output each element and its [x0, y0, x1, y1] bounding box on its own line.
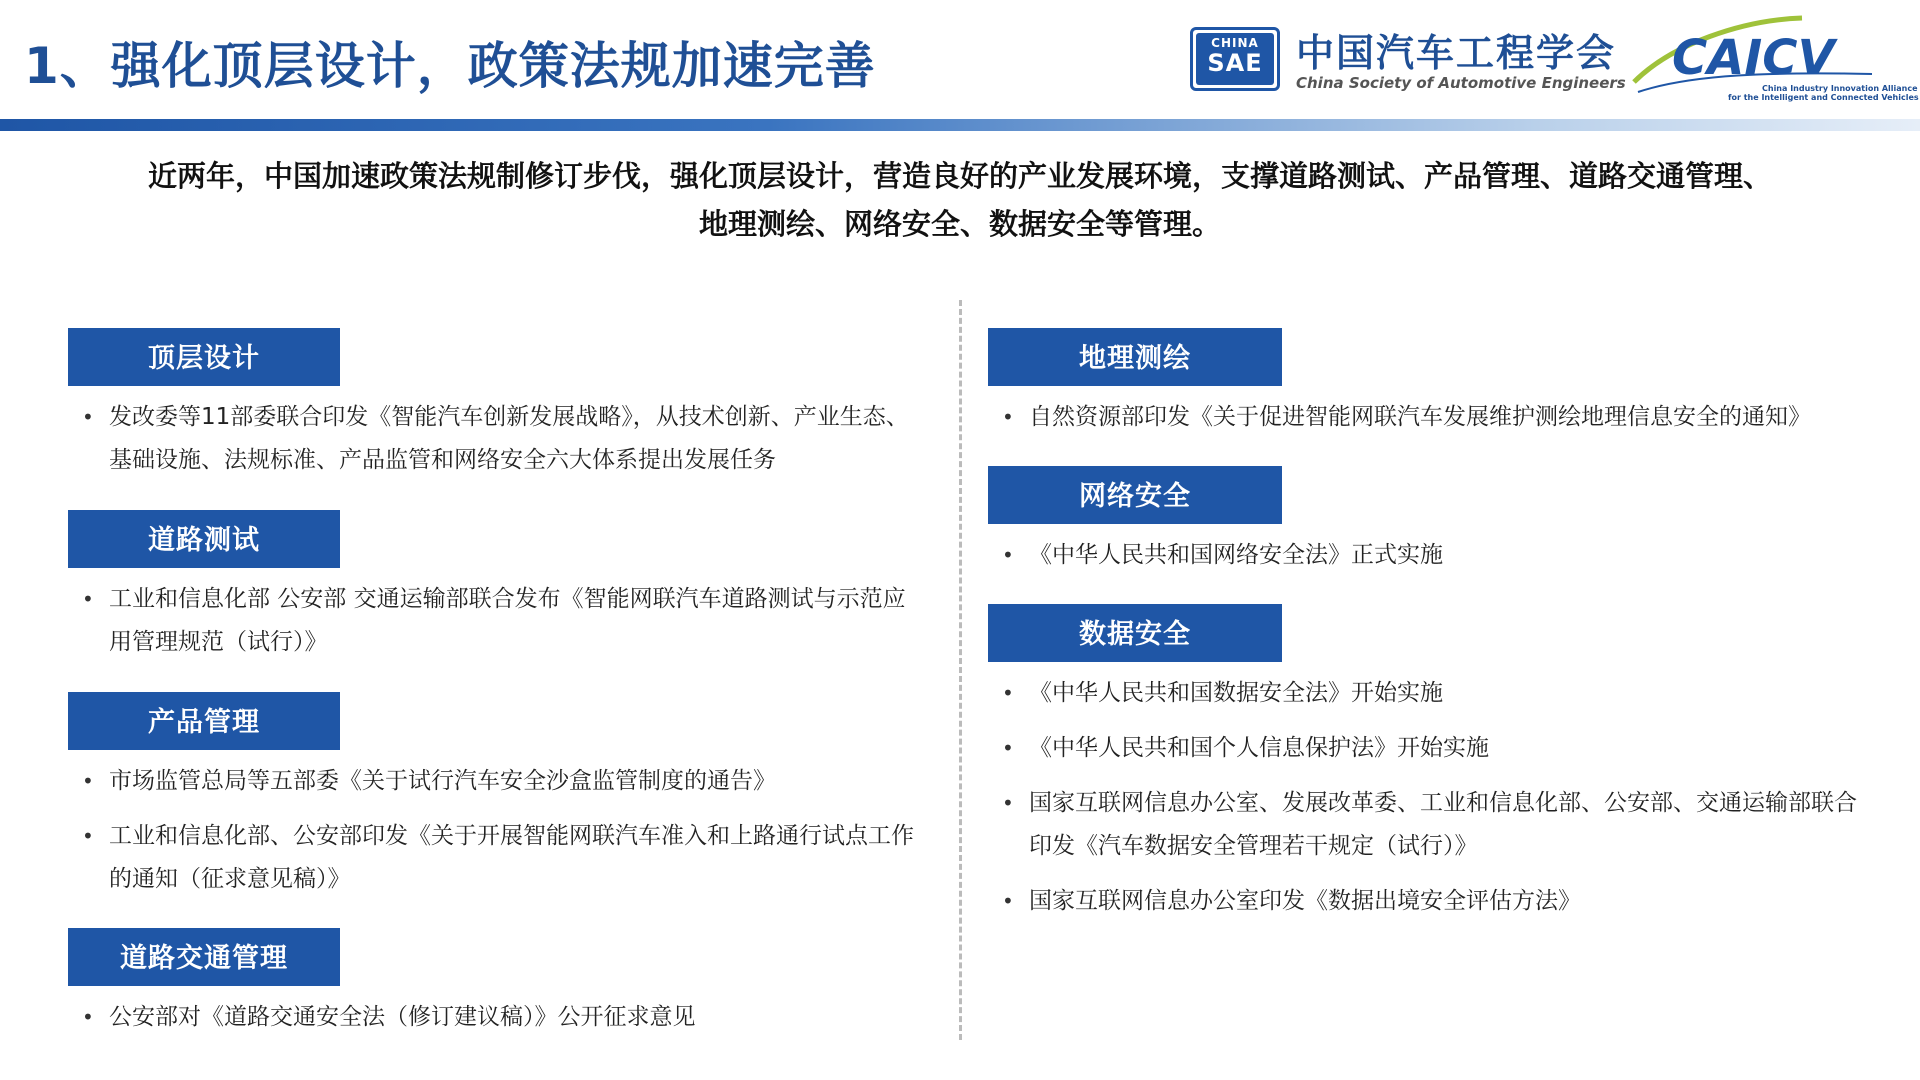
china-sae-logo: [1190, 27, 1280, 91]
society-name-english: China Society of Automotive Engineers: [1296, 74, 1626, 92]
intro-line-1: 近两年，中国加速政策法规制修订步伐，强化顶层设计，营造良好的产业发展环境，支撑道路测试、产品管理、道路交通管理、: [147, 159, 1772, 193]
bullet-list: [988, 396, 1868, 439]
list-item: [988, 672, 1868, 715]
column-divider: [959, 300, 962, 1040]
list-item-text: 《中华人民共和国网络安全法》正式实施: [1029, 542, 1443, 568]
bullet-icon: •: [1002, 736, 1014, 760]
section-header: 顶层设计: [68, 328, 340, 386]
bullet-list: [988, 672, 1868, 923]
sae-logo-bottom-text: SAE: [1207, 49, 1263, 77]
list-item: [68, 578, 928, 664]
section-header: 数据安全: [988, 604, 1282, 662]
list-item: [68, 396, 928, 482]
bullet-icon: •: [1002, 889, 1014, 913]
section-header: 产品管理: [68, 692, 340, 750]
list-item: [68, 760, 928, 803]
list-item-text: 国家互联网信息办公室、发展改革委、工业和信息化部、公安部、交通运输部联合印发《汽车数据安全管理若干规定（试行）》: [1029, 790, 1857, 859]
intro-line-2: 地理测绘、网络安全、数据安全等管理。: [698, 207, 1221, 241]
list-item-text: 《中华人民共和国个人信息保护法》开始实施: [1029, 735, 1489, 761]
intro-paragraph: [40, 152, 1880, 248]
bullet-list: [988, 534, 1868, 577]
section-road-traffic-management: [68, 928, 928, 1039]
bullet-icon: •: [82, 1005, 94, 1029]
bullet-icon: •: [1002, 543, 1014, 567]
list-item: [988, 880, 1868, 923]
bullet-icon: •: [1002, 405, 1014, 429]
section-road-testing: [68, 510, 928, 664]
list-item-text: 市场监管总局等五部委《关于试行汽车安全沙盒监管制度的通告》: [109, 768, 776, 794]
bullet-list: [68, 396, 928, 482]
section-geographic-surveying: [988, 328, 1868, 439]
list-item-text: 工业和信息化部、公安部印发《关于开展智能网联汽车准入和上路通行试点工作的通知（征求意见稿）》: [109, 823, 914, 892]
bullet-list: [68, 996, 928, 1039]
list-item-text: 国家互联网信息办公室印发《数据出境安全评估方法》: [1029, 888, 1581, 914]
page-title: 1、强化顶层设计，政策法规加速完善: [24, 37, 876, 95]
bullet-icon: •: [82, 824, 94, 848]
list-item: [68, 815, 928, 901]
list-item: [988, 534, 1868, 577]
bullet-icon: •: [1002, 791, 1014, 815]
bullet-icon: •: [82, 405, 94, 429]
section-data-security: [988, 604, 1868, 923]
list-item-text: 工业和信息化部 公安部 交通运输部联合发布《智能网联汽车道路测试与示范应用管理规范（试行）》: [109, 586, 906, 655]
list-item-text: 公安部对《道路交通安全法（修订建议稿）》公开征求意见: [109, 1004, 696, 1030]
society-name-chinese: 中国汽车工程学会: [1296, 31, 1617, 75]
section-product-management: [68, 692, 928, 901]
section-top-level-design: [68, 328, 928, 482]
caicv-subtitle-line2: for the Intelligent and Connected Vehicles: [1728, 93, 1919, 102]
section-header: 网络安全: [988, 466, 1282, 524]
header-divider-bar: [0, 119, 1920, 131]
bullet-icon: •: [82, 587, 94, 611]
section-header: 道路交通管理: [68, 928, 340, 986]
bullet-list: [68, 760, 928, 901]
bullet-icon: •: [82, 769, 94, 793]
list-item: [68, 996, 928, 1039]
caicv-logo-text: CAICV: [1672, 30, 1835, 86]
list-item-text: 自然资源部印发《关于促进智能网联汽车发展维护测绘地理信息安全的通知》: [1029, 404, 1811, 430]
list-item-text: 《中华人民共和国数据安全法》开始实施: [1029, 680, 1443, 706]
section-network-security: [988, 466, 1868, 577]
list-item: [988, 396, 1868, 439]
bullet-icon: •: [1002, 681, 1014, 705]
sae-logo-top-text: CHINA: [1211, 36, 1259, 50]
section-header: 地理测绘: [988, 328, 1282, 386]
bullet-list: [68, 578, 928, 664]
section-header: 道路测试: [68, 510, 340, 568]
list-item-text: 发改委等11部委联合印发《智能汽车创新发展战略》，从技术创新、产业生态、基础设施、法规标准、产品监管和网络安全六大体系提出发展任务: [109, 404, 909, 473]
caicv-subtitle-line1: China Industry Innovation Alliance: [1762, 84, 1918, 93]
list-item: [988, 727, 1868, 770]
list-item: [988, 782, 1868, 868]
